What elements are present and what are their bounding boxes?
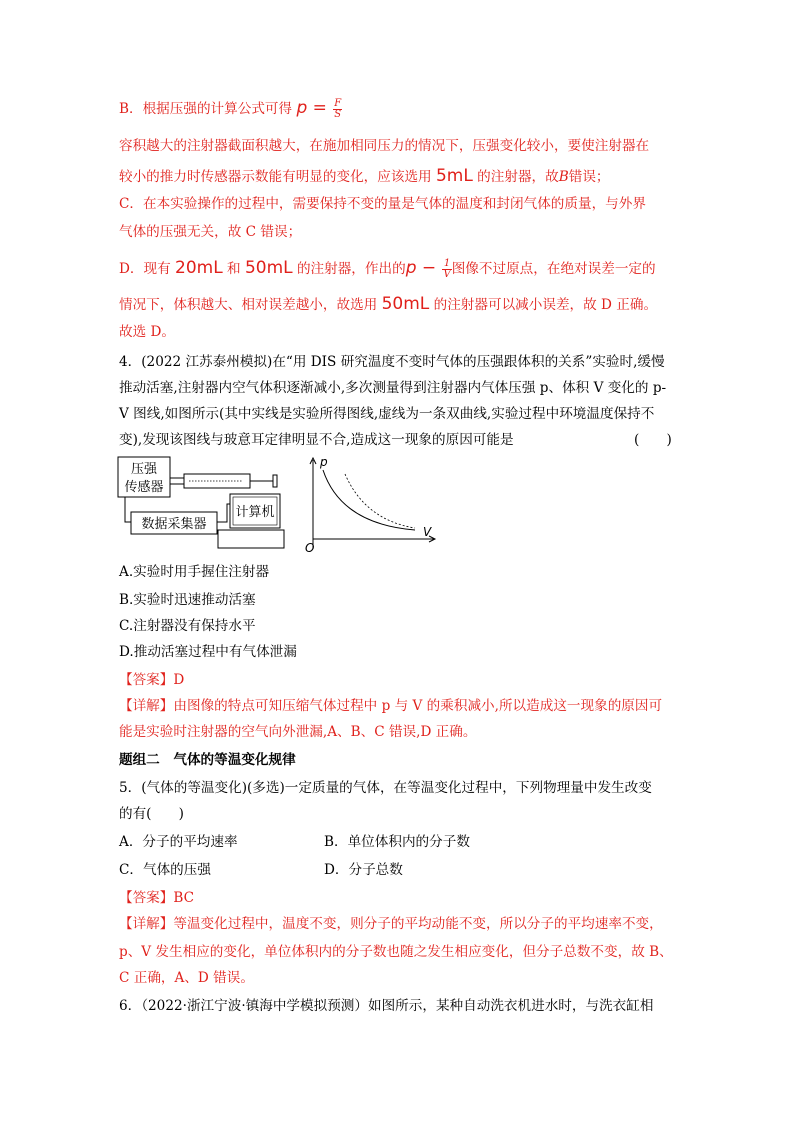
q5-answer-tag: 【答案】 (119, 890, 174, 906)
experimental-curve (323, 470, 415, 530)
solution-conclusion: 故选 D。 (119, 324, 176, 340)
solution-b-text-1: 容积越大的注射器截面积越大，在施加相同压力的情况下，压强变化较小，要使注射器在 (119, 138, 650, 154)
q5-explain-tag: 【详解】 (119, 916, 174, 932)
q5-explain-2: p、V 发生相应的变化，单位体积内的分子数也随之发生相应变化，但分子总数不变，故 B、 (119, 944, 673, 960)
formula-denominator: V (443, 269, 451, 280)
q4-option-c[interactable]: C.注射器没有保持水平 (119, 618, 256, 634)
solution-d-prefix: D．现有 (119, 261, 171, 277)
solution-d-suffix: 图像不过原点，在绝对误差一定的 (451, 261, 656, 277)
solution-b-prefix: B．根据压强的计算公式可得 (119, 101, 293, 117)
solution-d-line-2 (119, 294, 657, 315)
q4-stem-1: 4．(2022 江苏泰州模拟)在“用 DIS 研究温度不变时气体的压强跟体积的关系”实验时,缓慢 (119, 354, 665, 370)
q5-stem-2: 的有( ) (119, 806, 184, 822)
solution-d-line-1 (119, 258, 656, 280)
solution-b-line (119, 98, 342, 120)
q5-stem-1: 5．(气体的等温变化)(多选)一定质量的气体，在等温变化过程中，下列物理量中发生改变 (119, 780, 652, 796)
q4-explain-tag: 【详解】 (119, 698, 174, 714)
graph-v-label: V (423, 525, 432, 539)
formula-one-over-v (442, 259, 451, 280)
formula-numerator: 1 (443, 258, 451, 269)
formula-numerator: F (334, 98, 342, 109)
q4-answer-blank: ( ) (634, 432, 672, 448)
q5-option-c[interactable]: C．气体的压强 (119, 862, 211, 878)
q4-answer-tag: 【答案】 (119, 672, 174, 688)
volume-5ml: 5mL (435, 166, 473, 186)
volume-50ml: 50mL (244, 258, 293, 278)
formula-denominator: S (334, 109, 342, 120)
q4-option-a[interactable]: A.实验时用手握住注射器 (119, 564, 270, 580)
q5-option-d[interactable]: D．分子总数 (324, 862, 403, 878)
q4-answer-line (119, 670, 184, 690)
computer-base (218, 530, 284, 548)
collector-label: 数据采集器 (141, 517, 207, 532)
q4-explain-2: 能是实验时注射器的空气向外泄漏,A、B、C 错误,D 正确。 (119, 724, 477, 740)
hyperbola-dashed (345, 474, 415, 528)
q5-options-row-1 (119, 832, 470, 852)
solution-b-text-2a: 较小的推力时传感器示数能有明显的变化，应该选用 (119, 169, 432, 185)
syringe-tip (170, 478, 184, 484)
volume-50ml-2: 50mL (381, 294, 430, 314)
solution-b-text-2 (119, 166, 610, 187)
q4-answer: D (173, 672, 185, 688)
volume-20ml: 20mL (175, 258, 223, 278)
q4-explain-1 (119, 696, 662, 716)
q5-explain-text-1: 等温变化过程中，温度不变，则分子的平均动能不变，所以分子的平均速率不变， (173, 916, 663, 932)
q5-explain-3: C 正确，A、D 错误。 (119, 970, 254, 986)
syringe-plunger-head (273, 475, 277, 487)
q5-option-a[interactable]: A．分子的平均速率 (119, 834, 238, 850)
q5-explain-1 (119, 914, 663, 934)
solution-d-text-2b: 的注射器可以减小误差，故 D 正确。 (433, 297, 658, 313)
q5-answer: BC (173, 890, 195, 906)
solution-b-letter: B (558, 169, 569, 185)
formula-p-minus: p − (405, 258, 437, 278)
solution-d-text-2a: 情况下，体积越大、相对误差越小，故选用 (119, 297, 378, 313)
q4-option-b[interactable]: B.实验时迅速推动活塞 (119, 592, 256, 608)
q4-explain-text-1: 由图像的特点可知压缩气体过程中 p 与 V 的乘积减小,所以造成这一现象的原因可 (173, 698, 663, 714)
graph-origin-label: O (305, 541, 315, 554)
sensor-label-2: 传感器 (124, 480, 164, 495)
q4-figure (115, 454, 445, 554)
solution-b-text-2c: 错误； (568, 169, 610, 185)
sensor-label-1: 压强 (130, 462, 158, 477)
solution-c-text-1: C．在本实验操作的过程中，需要保持不变的量是气体的温度和封闭气体的质量，与外界 (119, 196, 646, 212)
q4-option-d[interactable]: D.推动活塞过程中有气体泄漏 (119, 644, 297, 660)
q4-stem-4: 变),发现该图线与玻意耳定律明显不合,造成这一现象的原因可能是 (119, 432, 514, 448)
solution-c-text-2: 气体的压强无关，故 C 错误； (119, 224, 302, 240)
q4-stem-3: V 图线,如图所示(其中实线是实验所得图线,虚线为一条双曲线,实验过程中环境温度保持不 (119, 406, 655, 422)
formula-p-equals: p = (296, 98, 327, 118)
formula-f-over-s (333, 99, 342, 120)
q4-stem-2: 推动活塞,注射器内空气体积逐渐减小,多次测量得到注射器内气体压强 p、体积 V 变化的 p- (119, 380, 667, 396)
solution-d-mid: 的注射器，作出的 (296, 261, 406, 277)
graph-p-label: p (320, 455, 328, 469)
q5-option-b[interactable]: B．单位体积内的分子数 (324, 834, 470, 850)
q5-options-row-2 (119, 860, 403, 880)
computer-label: 计算机 (235, 505, 275, 520)
solution-d-and: 和 (227, 261, 241, 277)
section-title: 题组二 气体的等温变化规律 (119, 752, 296, 768)
solution-b-text-2b: 的注射器，故 (477, 169, 559, 185)
q5-answer-line (119, 888, 194, 908)
q6-stem-1: 6．（2022·浙江宁波·镇海中学模拟预测）如图所示，某种自动洗衣机进水时，与洗衣缸相 (119, 998, 654, 1014)
